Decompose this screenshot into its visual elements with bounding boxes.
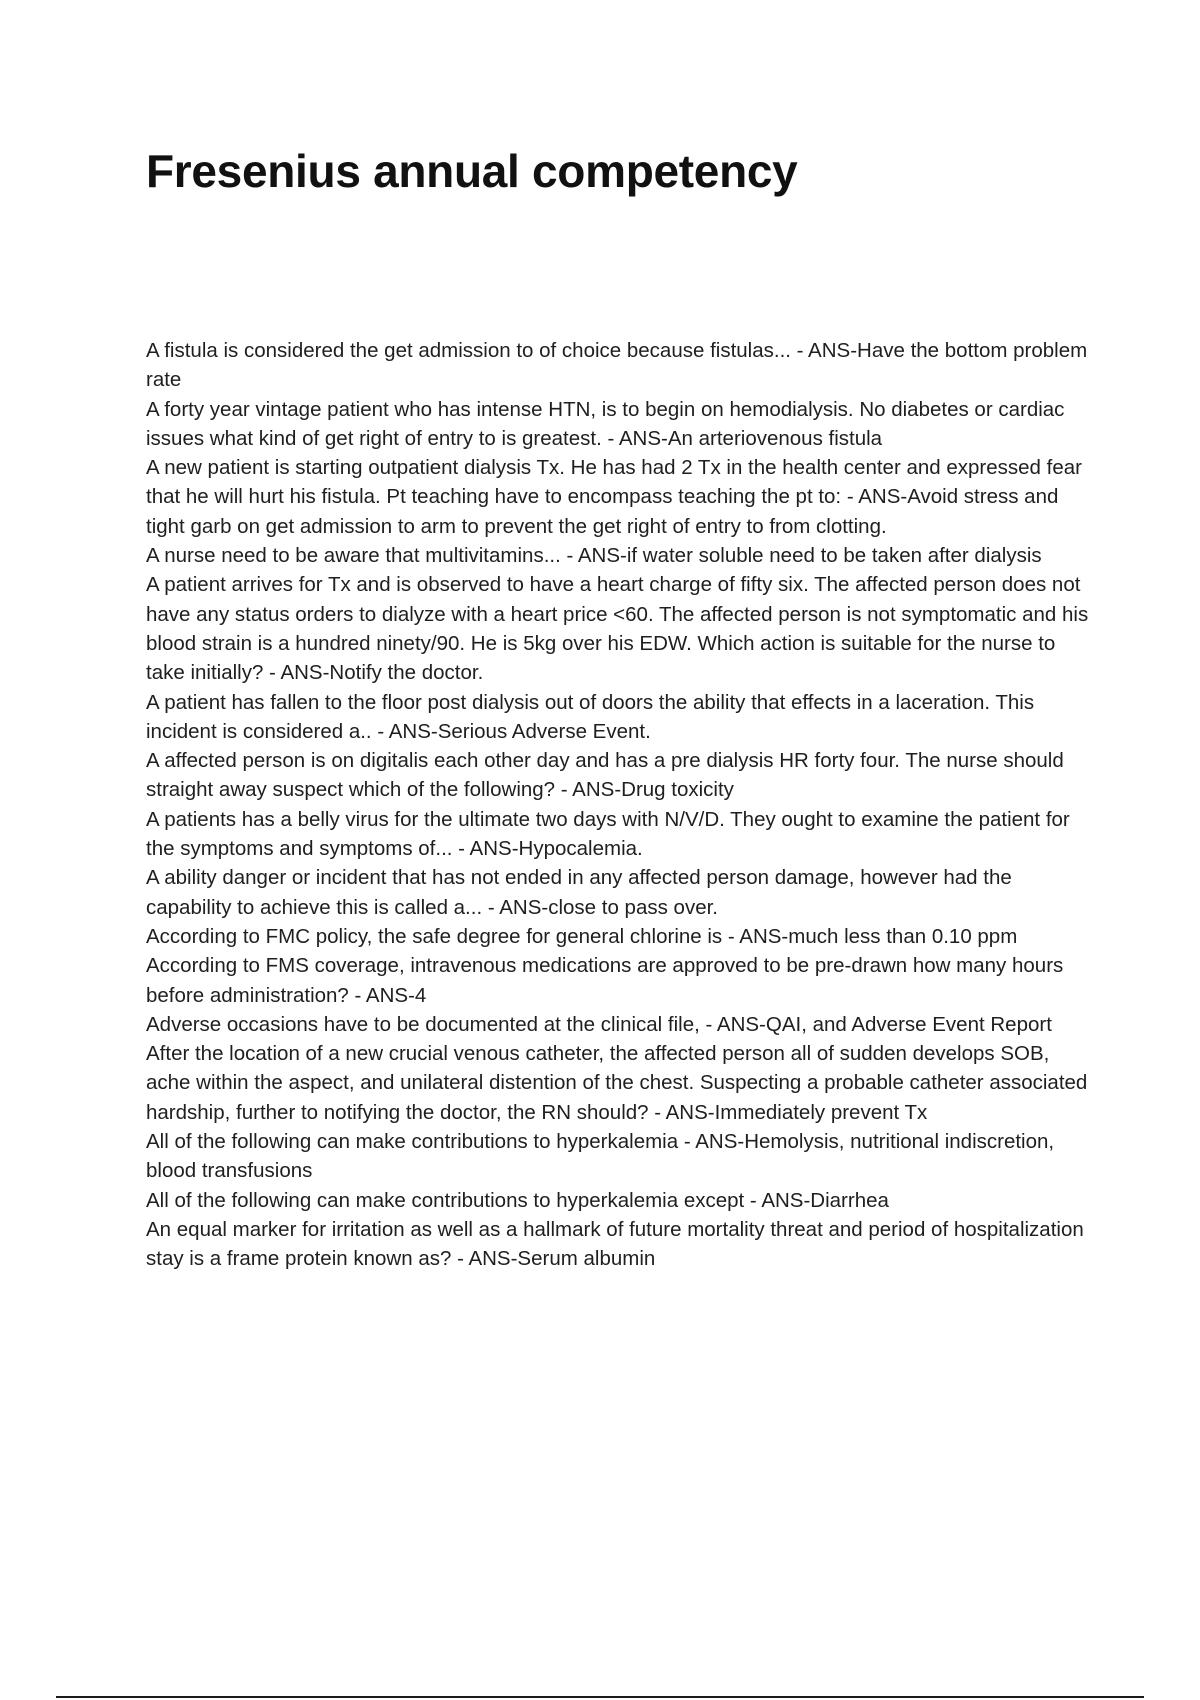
page-title: Fresenius annual competency bbox=[146, 145, 798, 197]
qa-item: An equal marker for irritation as well as a hallmark of future mortality threat and period of hospitalization stay is a frame protein known as? - ANS-Serum albumin bbox=[146, 1217, 1084, 1271]
qa-list bbox=[146, 336, 1091, 1274]
qa-item: All of the following can make contributions to hyperkalemia - ANS-Hemolysis, nutritional indiscretion, blood transfusions bbox=[146, 1130, 1055, 1183]
qa-item: According to FMS coverage, intravenous medications are approved to be pre-drawn how many hours before administration? - ANS-4 bbox=[146, 954, 1064, 1007]
qa-item: Adverse occasions have to be documented at the clinical file, - ANS-QAI, and Adverse Event Report bbox=[146, 1012, 1052, 1036]
qa-item: A patient arrives for Tx and is observed to have a heart charge of fifty six. The affected person does not have any status orders to dialyze with a heart price <60. The affected person is not symptomatic and his blood strain is a hundred ninety/90. He is 5kg over his EDW. Which action is suitable for the nurse to take initially? - ANS-Notify the doctor. bbox=[146, 573, 1089, 685]
qa-item: After the location of a new crucial venous catheter, the affected person all of sudden develops SOB, ache within the aspect, and unilateral distention of the chest. Suspecting a probable catheter associated hardship, further to notifying the doctor, the RN should? - ANS-Immediately prevent Tx bbox=[146, 1042, 1088, 1124]
footer-divider bbox=[56, 1696, 1144, 1698]
qa-item: A new patient is starting outpatient dialysis Tx. He has had 2 Tx in the health center and expressed fear that he will hurt his fistula. Pt teaching have to encompass teaching the pt to: - ANS-Avoid stress and tight garb on get admission to arm to prevent the get right of entry to from clotting. bbox=[146, 456, 1082, 538]
qa-item: A ability danger or incident that has not ended in any affected person damage, however had the capability to achieve this is called a... - ANS-close to pass over. bbox=[146, 866, 1012, 919]
qa-item: A affected person is on digitalis each other day and has a pre dialysis HR forty four. The nurse should straight away suspect which of the following? - ANS-Drug toxicity bbox=[146, 749, 1064, 802]
qa-item: A nurse need to be aware that multivitamins... - ANS-if water soluble need to be taken after dialysis bbox=[146, 544, 1042, 568]
qa-item: A forty year vintage patient who has intense HTN, is to begin on hemodialysis. No diabetes or cardiac issues what kind of get right of entry to is greatest. - ANS-An arteriovenous fistula bbox=[146, 397, 1065, 450]
qa-item: A patient has fallen to the floor post dialysis out of doors the ability that effects in a laceration. This incident is considered a.. - ANS-Serious Adverse Event. bbox=[146, 690, 1035, 743]
qa-item: A fistula is considered the get admission to of choice because fistulas... - ANS-Have the bottom problem rate bbox=[146, 339, 1088, 392]
qa-item: A patients has a belly virus for the ultimate two days with N/V/D. They ought to examine the patient for the symptoms and symptoms of... - ANS-Hypocalemia. bbox=[146, 807, 1070, 861]
qa-item: According to FMC policy, the safe degree for general chlorine is - ANS-much less than 0.10 ppm bbox=[146, 924, 1018, 948]
qa-item: All of the following can make contributions to hyperkalemia except - ANS-Diarrhea bbox=[146, 1188, 889, 1212]
